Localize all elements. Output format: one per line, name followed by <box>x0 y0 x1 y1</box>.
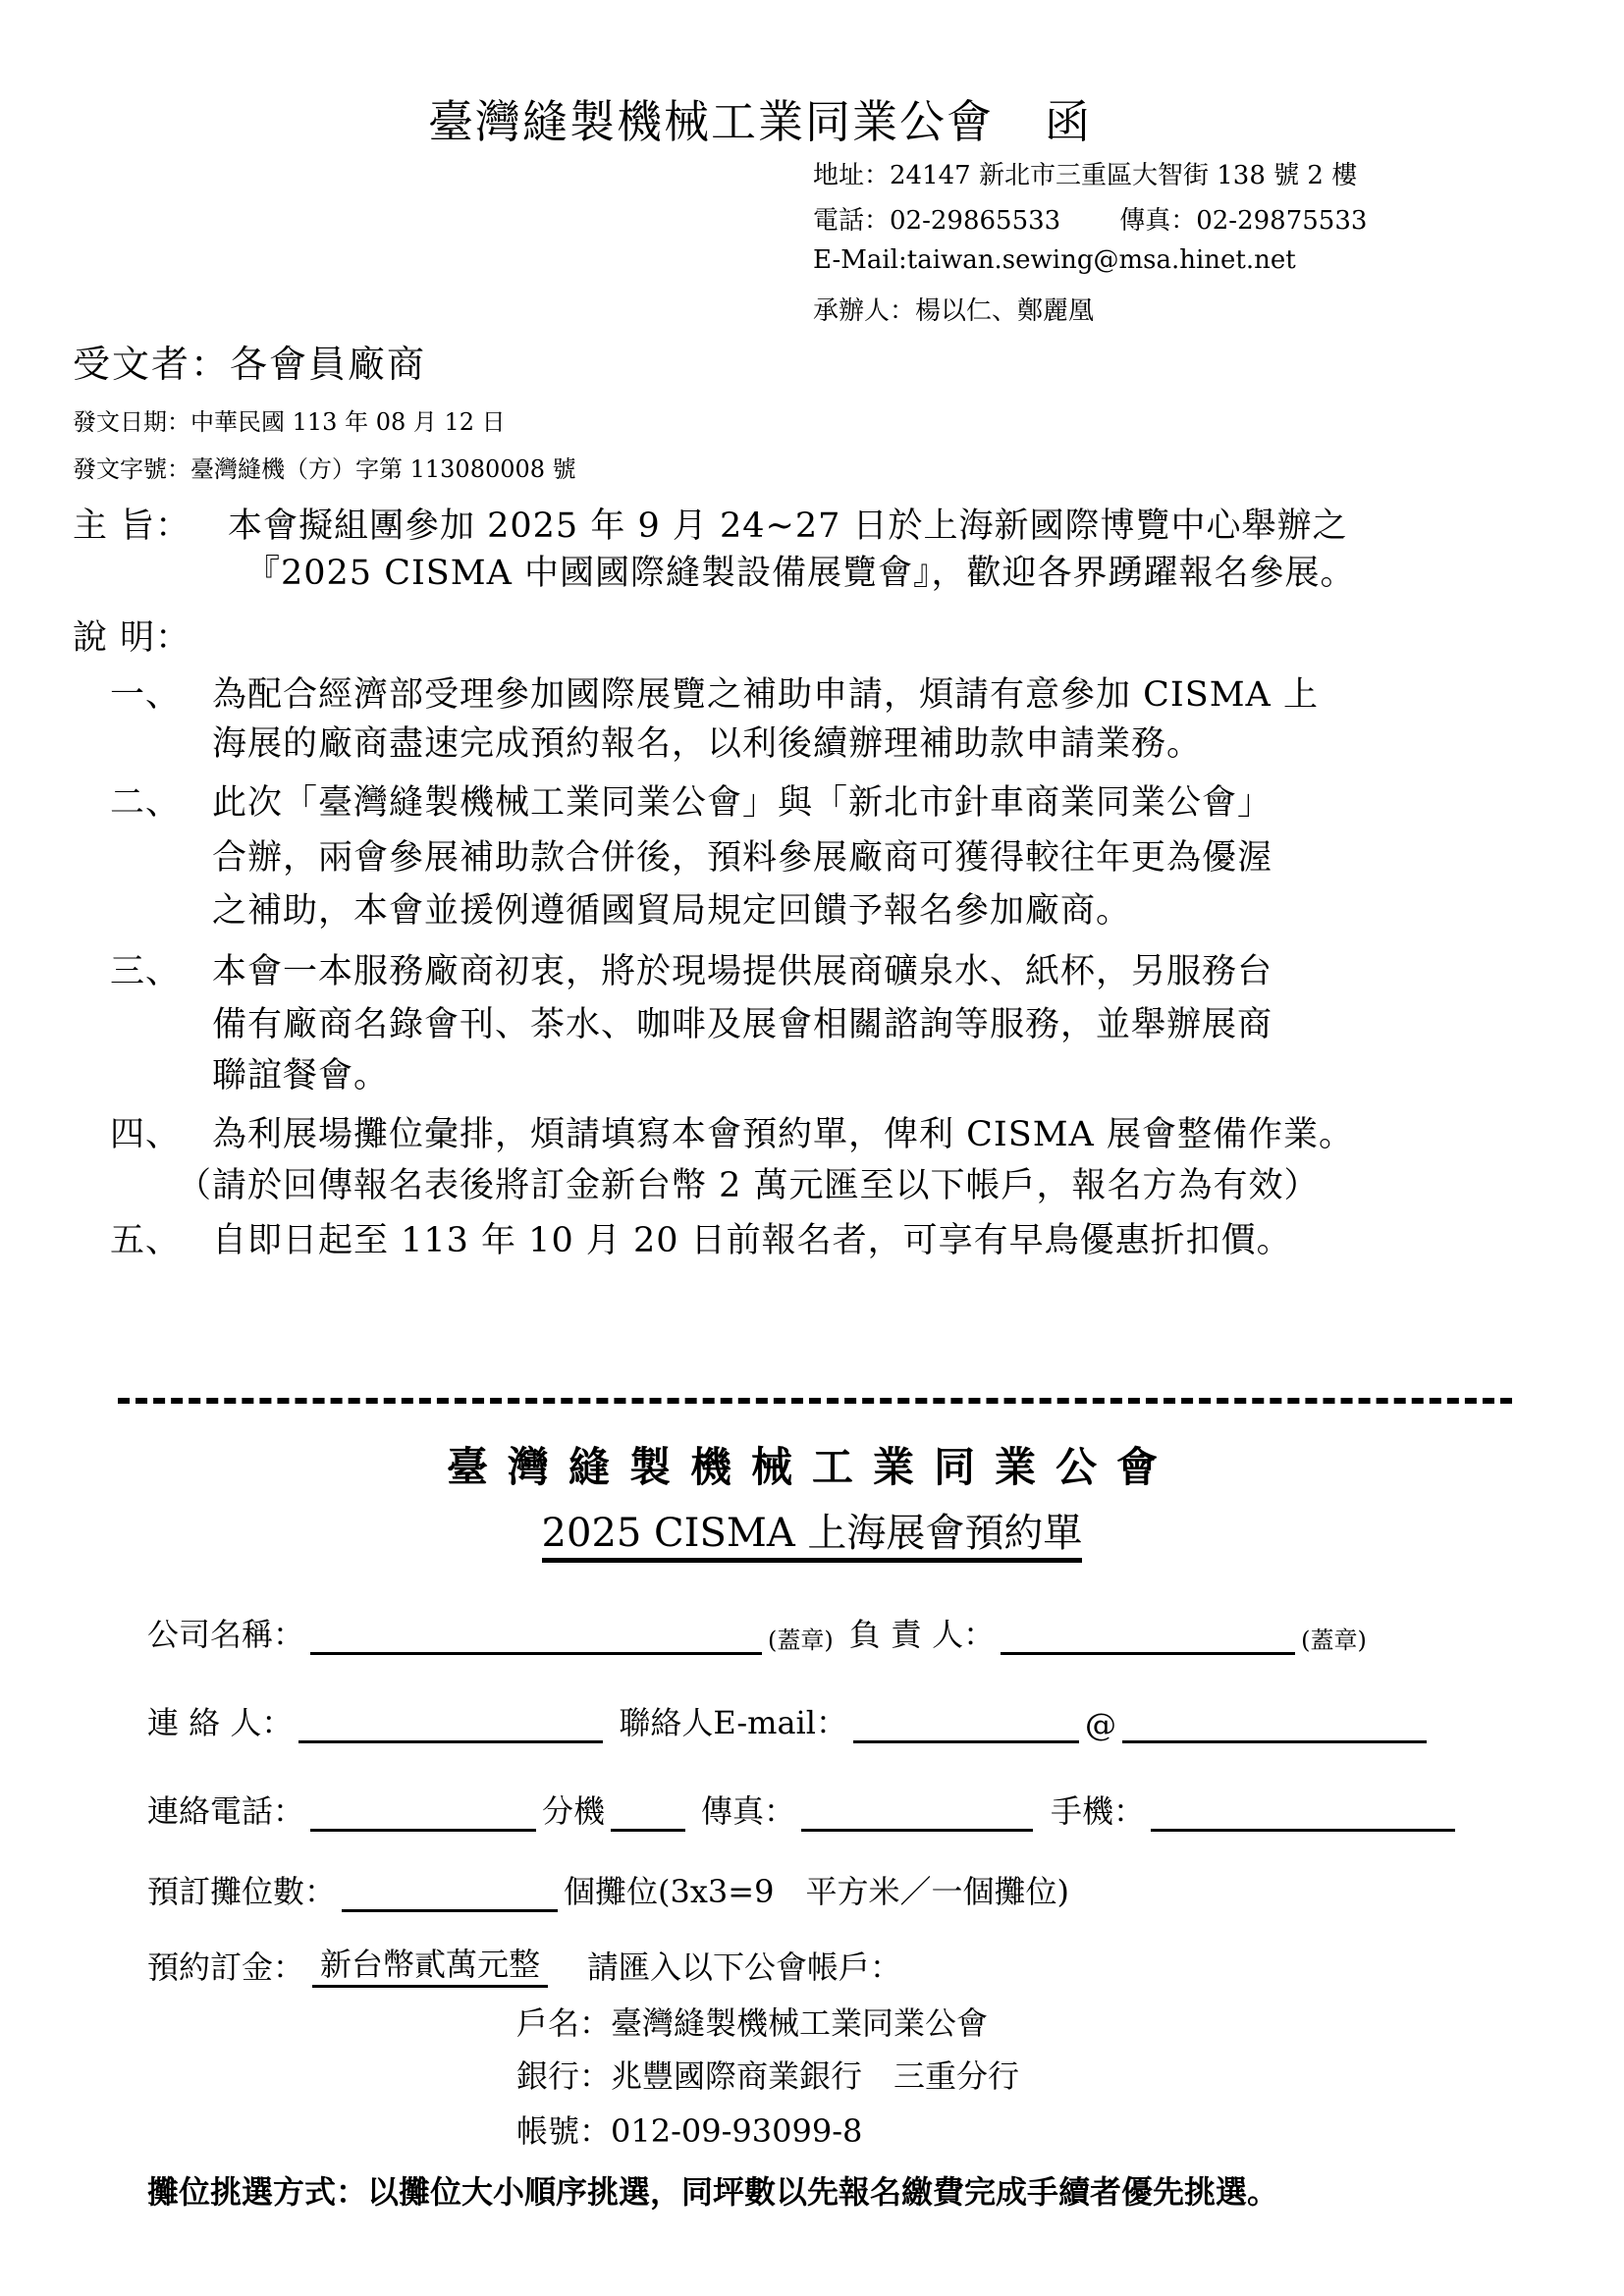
company-name-field[interactable] <box>310 1623 762 1655</box>
item-2-line: 此次「臺灣縫製機械工業同業公會」與「新北市針車商業同業公會」 <box>212 783 1273 823</box>
issue-number: 發文字號：臺灣縫機（方）字第 113080008 號 <box>73 455 576 483</box>
item-2-line: 之補助，本會並援例遵循國貿局規定回饋予報名參加廠商。 <box>212 891 1132 931</box>
company-label: 公司名稱： <box>147 1616 305 1653</box>
address: 地址：24147 新北市三重區大智街 138 號 2 樓 <box>813 161 1358 190</box>
account-number: 帳號：012-09-93099-8 <box>516 2112 863 2150</box>
bank-name: 銀行：兆豐國際商業銀行 三重分行 <box>516 2057 1020 2095</box>
item-1-number: 一、 <box>110 675 182 715</box>
owner-seal-note: (蓋章) <box>1301 1627 1367 1654</box>
contact-row <box>147 1698 1433 1743</box>
mobile-label: 手機： <box>1051 1792 1146 1830</box>
item-5-number: 五、 <box>110 1221 182 1260</box>
item-4-line: 為利展場攤位彙排，煩請填寫本會預約單，俾利 CISMA 展會整備作業。 <box>212 1115 1354 1154</box>
booth-count-field[interactable] <box>342 1880 558 1912</box>
deposit-note: 請匯入以下公會帳戶： <box>587 1949 902 1986</box>
form-subtitle <box>0 1502 1624 1558</box>
deposit-row <box>147 1940 901 1988</box>
fax-field[interactable] <box>801 1799 1033 1832</box>
ext-label: 分機 <box>542 1792 606 1830</box>
recipient: 受文者：各會員廠商 <box>73 343 427 386</box>
owner-field[interactable] <box>1001 1623 1295 1655</box>
phone-row <box>147 1787 1461 1832</box>
at-sign: @ <box>1085 1706 1117 1743</box>
item-3-line: 備有廠商名錄會刊、茶水、咖啡及展會相關諮詢等服務，並舉辦展商 <box>212 1005 1273 1044</box>
company-seal-note: (蓋章) <box>768 1627 834 1654</box>
item-2-number: 二、 <box>110 783 182 823</box>
contact-label: 連 絡 人： <box>147 1704 294 1741</box>
booth-selection-rule: 攤位挑選方式：以攤位大小順序挑選，同坪數以先報名繳費完成手續者優先挑選。 <box>147 2173 1279 2211</box>
cut-line-divider <box>118 1398 1512 1404</box>
fax-label: 傳真： <box>701 1792 796 1830</box>
contact-email-label: 聯絡人E-mail： <box>619 1704 848 1741</box>
item-3-number: 三、 <box>110 952 182 991</box>
item-2-line: 合辦，兩會參展補助款合併後，預料參展廠商可獲得較往年更為優渥 <box>212 838 1273 878</box>
email[interactable]: E-Mail:taiwan.sewing@msa.hinet.net <box>813 245 1296 275</box>
booth-unit: 個攤位(3x3=9 平方米／一個攤位) <box>564 1873 1069 1910</box>
booth-label: 預訂攤位數： <box>147 1873 337 1910</box>
letterhead-title <box>428 86 1092 151</box>
deposit-label: 預約訂金： <box>147 1949 305 1986</box>
subject-line-1: 本會擬組團參加 2025 年 9 月 24~27 日於上海新國際博覽中心舉辦之 <box>228 507 1348 546</box>
item-5-line: 自即日起至 113 年 10 月 20 日前報名者，可享有早鳥優惠折扣價。 <box>212 1221 1292 1260</box>
handler: 承辦人：楊以仁、鄭麗凰 <box>813 296 1095 326</box>
explanation-label: 說 明： <box>73 618 191 658</box>
item-3-line: 聯誼餐會。 <box>212 1056 390 1095</box>
phone-fax <box>813 200 1367 237</box>
issue-date: 發文日期：中華民國 113 年 08 月 12 日 <box>73 408 506 436</box>
owner-label: 負 責 人： <box>848 1616 996 1653</box>
phone-label: 連絡電話： <box>147 1792 305 1830</box>
fax: 傳真：02-29875533 <box>1119 206 1368 236</box>
doc-type: 函 <box>1045 95 1092 148</box>
item-3-line: 本會一本服務廠商初衷，將於現場提供展商礦泉水、紙杯，另服務台 <box>212 952 1273 991</box>
account-name: 戶名：臺灣縫製機械工業同業公會 <box>516 2004 989 2042</box>
company-row <box>147 1610 1367 1655</box>
subject-label: 主 旨： <box>73 507 191 546</box>
org-name: 臺灣縫製機械工業同業公會 <box>428 95 994 148</box>
mobile-field[interactable] <box>1151 1799 1455 1832</box>
form-subtitle-text: 2025 CISMA 上海展會預約單 <box>542 1511 1083 1563</box>
item-1-line: 海展的廠商盡速完成預約報名，以利後續辦理補助款申請業務。 <box>212 724 1203 764</box>
item-1-line: 為配合經濟部受理參加國際展覽之補助申請，煩請有意參加 CISMA 上 <box>212 675 1319 715</box>
email-user-field[interactable] <box>853 1711 1079 1743</box>
booth-row <box>147 1867 1069 1912</box>
subject-line-2: 『2025 CISMA 中國國際縫製設備展覽會』，歡迎各界踴躍報名參展。 <box>245 554 1356 593</box>
phone: 電話：02-29865533 <box>813 206 1061 236</box>
deposit-value: 新台幣貳萬元整 <box>312 1940 548 1988</box>
email-domain-field[interactable] <box>1122 1711 1427 1743</box>
form-title: 臺灣縫製機械工業同業公會 <box>446 1443 1177 1491</box>
contact-person-field[interactable] <box>298 1711 603 1743</box>
phone-field[interactable] <box>310 1799 536 1832</box>
item-4-number: 四、 <box>110 1115 182 1154</box>
item-4-line: （請於回傳報名表後將訂金新台幣 2 萬元匯至以下帳戶，報名方為有效） <box>177 1166 1320 1205</box>
ext-field[interactable] <box>611 1799 685 1832</box>
